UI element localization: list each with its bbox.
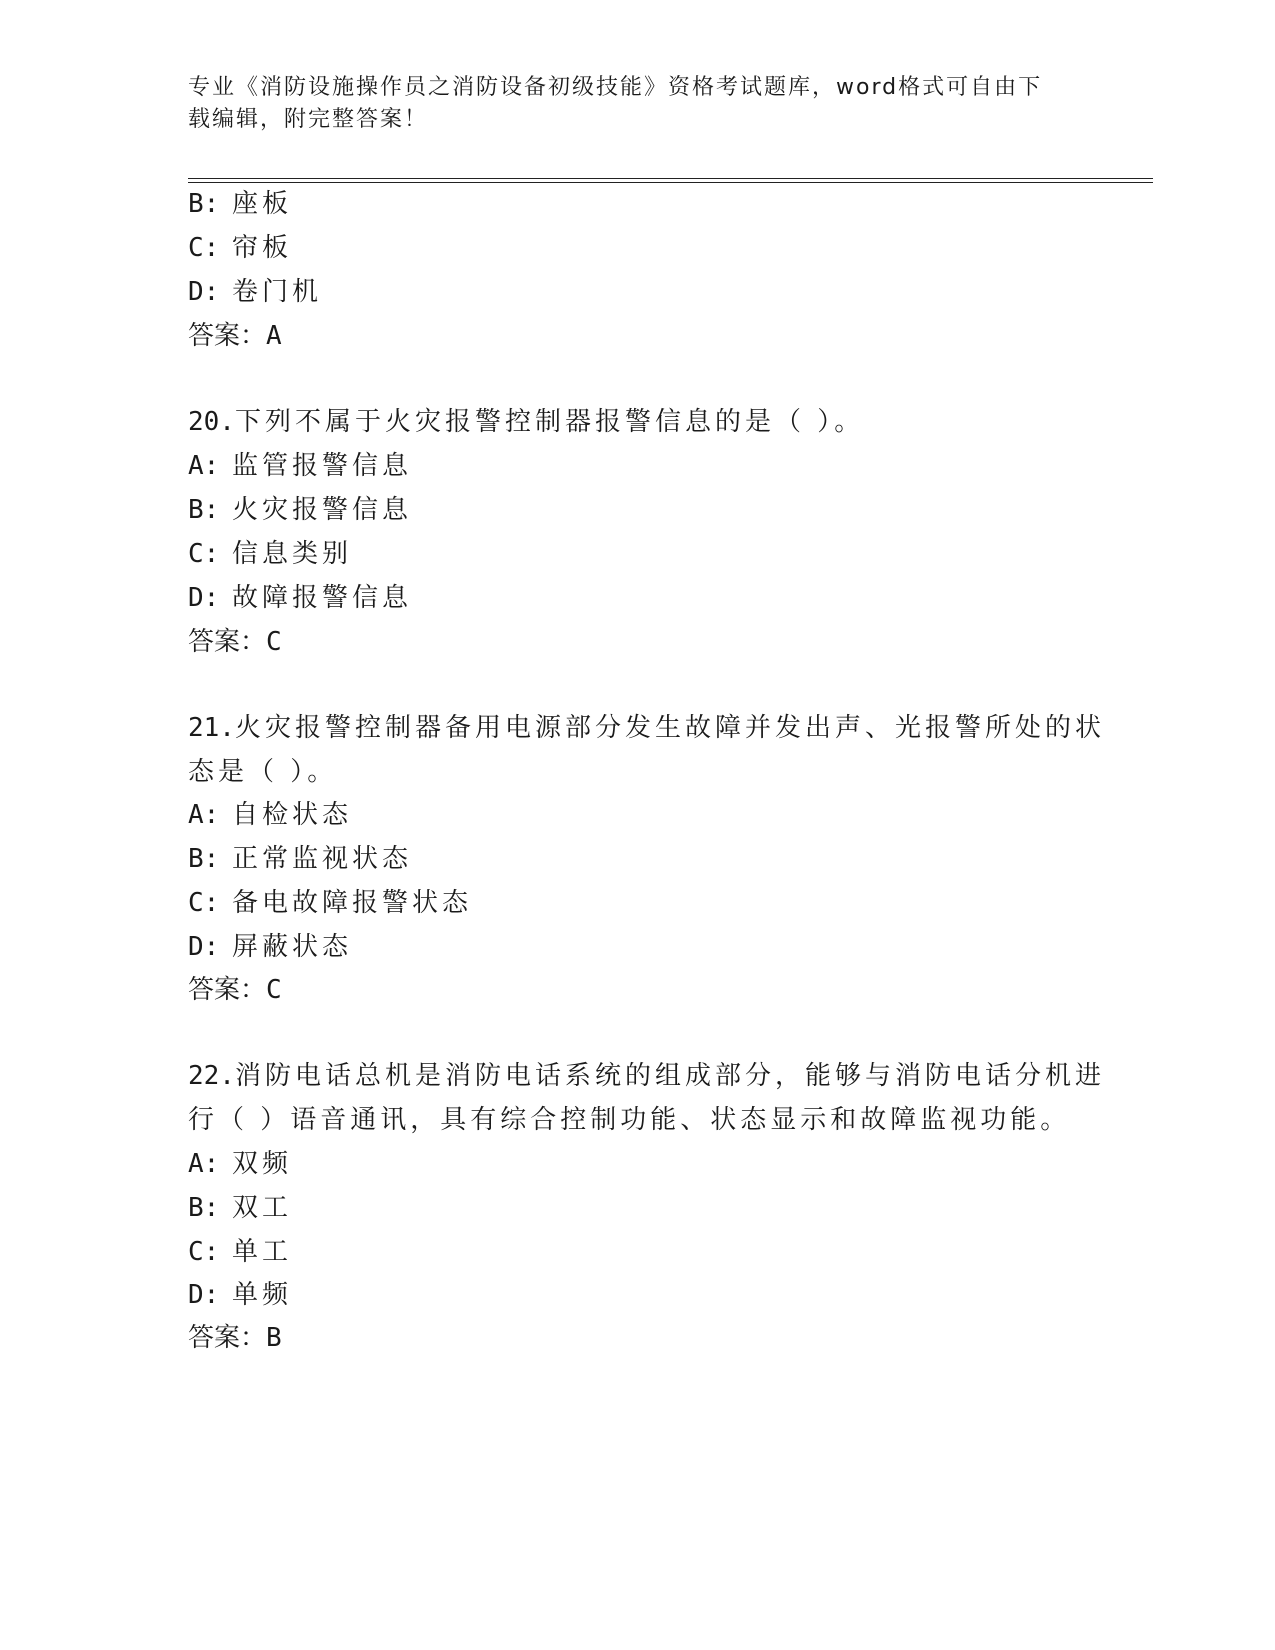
answer-value: A	[266, 321, 282, 351]
answer-line	[188, 974, 282, 1006]
question-stem	[188, 406, 864, 438]
answer-value: C	[266, 627, 282, 657]
option-label: B:	[188, 495, 220, 525]
question-stem	[188, 712, 1105, 744]
option-b	[188, 494, 412, 526]
option-b	[188, 1192, 292, 1224]
question-text: 下列不属于火灾报警控制器报警信息的是（ ）。	[234, 407, 865, 437]
option-label: D:	[188, 932, 220, 962]
question-text: 行（ ）语音通讯，具有综合控制功能、状态显示和故障监视功能。	[188, 1105, 1071, 1135]
question-text: 消防电话总机是消防电话系统的组成部分，能够与消防电话分机进	[234, 1061, 1105, 1091]
option-label: C:	[188, 539, 220, 569]
option-text: 屏蔽状态	[232, 932, 353, 962]
option-text: 座板	[232, 189, 293, 219]
answer-line	[188, 1322, 282, 1354]
option-label: C:	[188, 1237, 220, 1267]
option-text: 卷门机	[232, 277, 323, 307]
header-title-line-1: 专业《消防设施操作员之消防设备初级技能》资格考试题库，word格式可自由下	[188, 75, 1043, 100]
header-divider	[188, 178, 1153, 183]
option-text: 正常监视状态	[232, 844, 413, 874]
option-c	[188, 887, 472, 919]
option-label: C:	[188, 888, 220, 918]
question-stem-continued	[188, 1104, 1070, 1136]
header-title-line-2: 载编辑，附完整答案！	[188, 107, 429, 132]
option-text: 故障报警信息	[232, 583, 413, 613]
answer-value: B	[266, 1323, 282, 1353]
question-number: 21.	[188, 713, 235, 743]
option-label: D:	[188, 583, 220, 613]
answer-label: 答案：	[188, 627, 267, 657]
question-text: 火灾报警控制器备用电源部分发生故障并发出声、光报警所处的状	[234, 713, 1105, 743]
question-number: 22.	[188, 1061, 235, 1091]
answer-label: 答案：	[188, 321, 267, 351]
option-label: D:	[188, 277, 220, 307]
question-number: 20.	[188, 407, 235, 437]
option-label: A:	[188, 800, 220, 830]
option-c	[188, 232, 292, 264]
option-label: B:	[188, 844, 220, 874]
option-b	[188, 843, 412, 875]
question-stem-continued	[188, 756, 337, 788]
option-d	[188, 931, 352, 963]
option-text: 双工	[232, 1193, 293, 1223]
option-a	[188, 1148, 292, 1180]
document-header	[188, 72, 1088, 136]
option-text: 帘板	[232, 233, 293, 263]
option-a	[188, 799, 352, 831]
answer-value: C	[266, 975, 282, 1005]
option-text: 双频	[232, 1149, 293, 1179]
option-c	[188, 1236, 292, 1268]
option-text: 单工	[232, 1237, 293, 1267]
option-a	[188, 450, 412, 482]
option-b	[188, 188, 292, 220]
option-label: A:	[188, 451, 220, 481]
option-d	[188, 1279, 292, 1311]
option-label: A:	[188, 1149, 220, 1179]
question-text: 态是（ ）。	[188, 757, 338, 787]
option-text: 自检状态	[232, 800, 353, 830]
option-text: 备电故障报警状态	[232, 888, 473, 918]
option-text: 火灾报警信息	[232, 495, 413, 525]
option-text: 监管报警信息	[232, 451, 413, 481]
answer-line	[188, 320, 282, 352]
question-stem	[188, 1060, 1105, 1092]
option-c	[188, 538, 352, 570]
answer-label: 答案：	[188, 975, 267, 1005]
option-text: 单频	[232, 1280, 293, 1310]
option-label: C:	[188, 233, 220, 263]
option-label: B:	[188, 189, 220, 219]
option-label: D:	[188, 1280, 220, 1310]
answer-label: 答案：	[188, 1323, 267, 1353]
option-d	[188, 276, 322, 308]
answer-line	[188, 626, 282, 658]
option-text: 信息类别	[232, 539, 353, 569]
option-d	[188, 582, 412, 614]
option-label: B:	[188, 1193, 220, 1223]
